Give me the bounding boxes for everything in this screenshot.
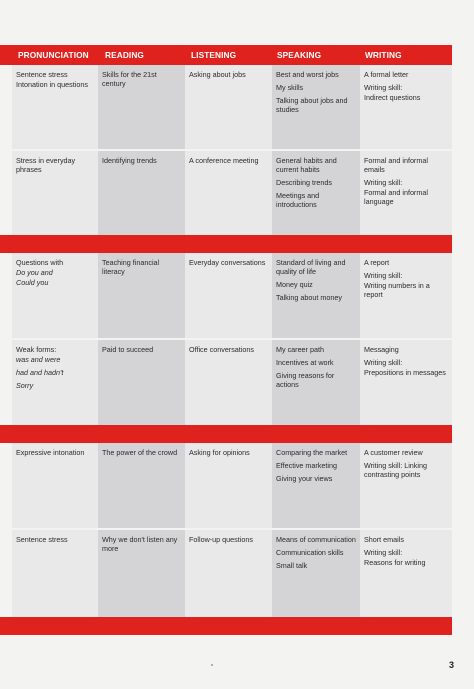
cell-text: Follow-up questions <box>189 535 253 544</box>
cell-text: My career path <box>276 345 324 354</box>
cell-speaking <box>272 443 360 528</box>
cell-reading <box>98 530 185 617</box>
cell-text: Talking about money <box>276 293 342 302</box>
cell-speaking <box>272 530 360 617</box>
cell-reading <box>98 340 185 425</box>
cell-pronunciation <box>12 443 98 528</box>
table-row <box>0 530 452 617</box>
column-header-bar <box>0 45 452 65</box>
cell-listening <box>185 65 272 149</box>
cell-text: Writing skill: <box>364 178 403 187</box>
cell-listening <box>185 340 272 425</box>
cell-text: Describing trends <box>276 178 332 187</box>
cell-text: Prepositions in messages <box>364 368 446 377</box>
cell-text: was and were <box>16 355 61 364</box>
cell-text: A report <box>364 258 390 267</box>
cell-text: Teaching financial literacy <box>102 258 160 276</box>
unit-divider-band <box>0 235 452 253</box>
cell-listening <box>185 253 272 338</box>
cell-text: Small talk <box>276 561 308 570</box>
table-row <box>0 253 452 338</box>
cell-text: Giving reasons for actions <box>276 371 335 389</box>
cell-writing <box>360 340 452 425</box>
cell-text: Reasons for writing <box>364 558 426 567</box>
cell-text: Messaging <box>364 345 399 354</box>
header-writing: WRITING <box>365 50 402 60</box>
cell-listening <box>185 151 272 235</box>
cell-listening <box>185 530 272 617</box>
cell-text: had and hadn't <box>16 368 64 377</box>
cell-text: Standard of living and quality of life <box>276 258 346 276</box>
cell-pronunciation <box>12 151 98 235</box>
cell-writing <box>360 443 452 528</box>
cell-text: Identifying trends <box>102 156 157 165</box>
cell-writing <box>360 530 452 617</box>
cell-pronunciation <box>12 530 98 617</box>
cell-text: Formal and informal language <box>364 188 428 206</box>
cell-text: A customer review <box>364 448 423 457</box>
cell-text: Writing skill: <box>364 548 403 557</box>
cell-text: Comparing the market <box>276 448 348 457</box>
cell-text: Sentence stress <box>16 535 68 544</box>
cell-text: Indirect questions <box>364 93 421 102</box>
cell-text: My skills <box>276 83 304 92</box>
cell-reading <box>98 151 185 235</box>
cell-text: Means of communication <box>276 535 356 544</box>
cell-text: Expressive intonation <box>16 448 85 457</box>
table-row <box>0 443 452 528</box>
cell-text: Everyday conversations <box>189 258 266 267</box>
cell-reading <box>98 443 185 528</box>
header-reading: READING <box>105 50 144 60</box>
table-row <box>0 340 452 425</box>
header-speaking: SPEAKING <box>277 50 322 60</box>
table-row <box>0 65 452 149</box>
cell-text: Effective marketing <box>276 461 337 470</box>
cell-speaking <box>272 151 360 235</box>
cell-writing <box>360 253 452 338</box>
cell-pronunciation <box>12 253 98 338</box>
header-listening: LISTENING <box>191 50 237 60</box>
cell-reading <box>98 253 185 338</box>
cell-speaking <box>272 65 360 149</box>
cell-text: Do you and <box>16 268 53 277</box>
cell-text: Formal and informal emails <box>364 156 428 174</box>
cell-pronunciation <box>12 340 98 425</box>
cell-text: Meetings and introductions <box>276 191 320 209</box>
header-pronunciation: PRONUNCIATION <box>18 50 89 60</box>
page-number: 3 <box>449 660 455 670</box>
cell-text: Money quiz <box>276 280 313 289</box>
cell-text: Writing skill: Linking contrasting points <box>364 461 427 479</box>
cell-text: Communication skills <box>276 548 344 557</box>
cell-text: Paid to succeed <box>102 345 154 354</box>
unit-divider-band <box>0 617 452 635</box>
cell-speaking <box>272 253 360 338</box>
cell-text: Writing skill: <box>364 83 403 92</box>
cell-writing <box>360 65 452 149</box>
cell-listening <box>185 443 272 528</box>
cell-text: Short emails <box>364 535 404 544</box>
cell-text: Giving your views <box>276 474 333 483</box>
cell-text: Stress in everyday phrases <box>16 156 76 174</box>
cell-text: Incentives at work <box>276 358 334 367</box>
cell-text: Sentence stress <box>16 70 68 79</box>
cell-text: Sorry <box>16 381 34 390</box>
cell-text: Asking for opinions <box>189 448 250 457</box>
cell-text: Talking about jobs and studies <box>276 96 348 114</box>
cell-reading <box>98 65 185 149</box>
cell-writing <box>360 151 452 235</box>
cell-text: Best and worst jobs <box>276 70 339 79</box>
cell-text: The power of the crowd <box>102 448 178 457</box>
cell-text: Writing skill: <box>364 358 403 367</box>
cell-text: Questions with <box>16 258 64 267</box>
cell-speaking <box>272 340 360 425</box>
cell-pronunciation <box>12 65 98 149</box>
cell-text: Weak forms: <box>16 345 57 354</box>
table-row <box>0 151 452 235</box>
cell-text: Could you <box>16 278 49 287</box>
cell-text: Writing numbers in a report <box>364 281 430 299</box>
cell-text: A formal letter <box>364 70 409 79</box>
cell-text: Skills for the 21st century <box>102 70 157 88</box>
page-mark <box>211 664 213 666</box>
cell-text: Why we don't listen any more <box>102 535 178 553</box>
cell-text: Asking about jobs <box>189 70 246 79</box>
unit-divider-band <box>0 425 452 443</box>
cell-text: A conference meeting <box>189 156 259 165</box>
cell-text: Office conversations <box>189 345 254 354</box>
cell-text: General habits and current habits <box>276 156 337 174</box>
cell-text: Writing skill: <box>364 271 403 280</box>
cell-text: Intonation in questions <box>16 80 88 89</box>
